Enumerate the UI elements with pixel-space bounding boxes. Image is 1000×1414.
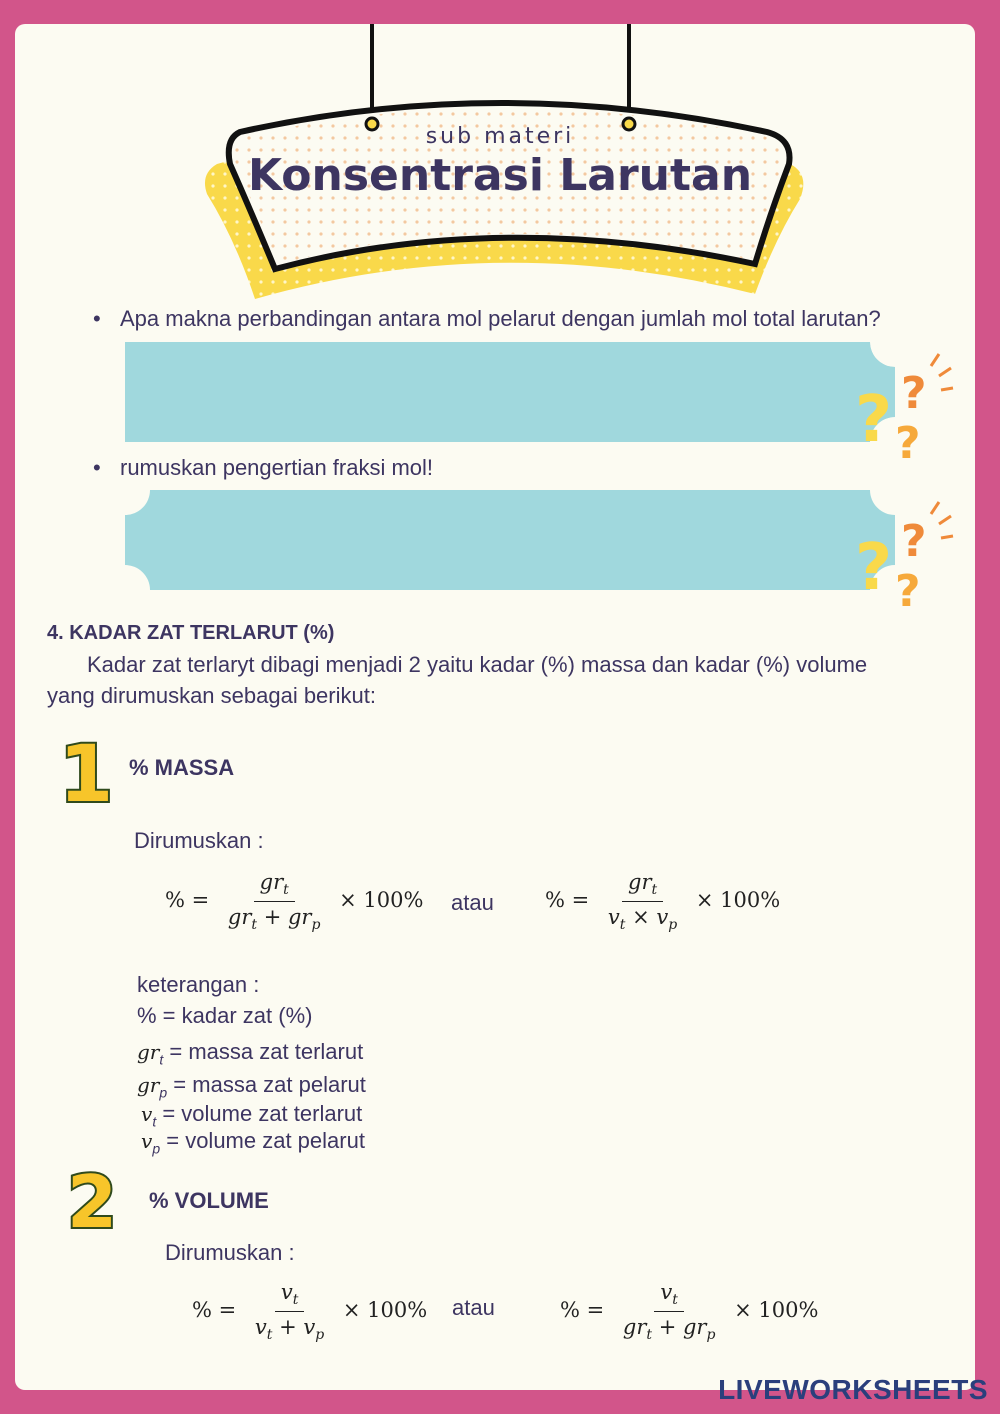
volume-formula-1: % = $\frac{v_t}{v_t + v_p}$ × 100% bbox=[192, 1280, 428, 1344]
massa-heading: % MASSA bbox=[129, 755, 235, 780]
section-intro-line2: yang dirumuskan sebagai berikut: bbox=[47, 683, 376, 708]
liveworksheets-logo: LIVEWORKSHEETS bbox=[718, 1374, 988, 1405]
banner-subtitle: sub materi bbox=[425, 124, 575, 149]
volume-heading: % VOLUME bbox=[149, 1188, 269, 1213]
massa-formula-2: % = $\frac{gr_t}{v_t \times v_p}$ × 100% bbox=[545, 870, 781, 934]
legend-item-percent: % = kadar zat (%) bbox=[137, 1003, 313, 1028]
legend-item-vt: $v_t$ = volume zat terlarut bbox=[141, 1101, 363, 1130]
legend-item-grt: $gr_t$ = massa zat terlarut bbox=[137, 1039, 364, 1068]
keterangan-label: keterangan : bbox=[137, 972, 260, 997]
svg-text:?: ? bbox=[855, 531, 893, 605]
number-1-text: 1 bbox=[59, 730, 111, 809]
question-2 bbox=[93, 455, 433, 481]
svg-text:?: ? bbox=[855, 383, 893, 457]
number-2-badge bbox=[65, 1161, 121, 1242]
title-banner bbox=[195, 24, 805, 314]
legend-item-vp: $v_p$ = volume zat pelarut bbox=[141, 1128, 365, 1157]
svg-text:?: ? bbox=[901, 368, 927, 419]
answer-box-1[interactable] bbox=[125, 342, 895, 442]
banner-title: Konsentrasi Larutan bbox=[247, 150, 753, 201]
svg-text:?: ? bbox=[895, 418, 921, 466]
number-1-badge bbox=[55, 729, 111, 814]
question-1-text: Apa makna perbandingan antara mol pelarut dengan jumlah mol total larutan? bbox=[120, 306, 881, 331]
volume-formula-2: % = $\frac{v_t}{gr_t + gr_p}$ × 100% bbox=[560, 1280, 819, 1344]
volume-or: atau bbox=[452, 1295, 495, 1320]
answer-box-2[interactable] bbox=[125, 490, 895, 590]
legend-item-grp: $gr_p$ = massa zat pelarut bbox=[137, 1072, 366, 1101]
massa-or: atau bbox=[451, 890, 494, 915]
question-marks-icon bbox=[853, 494, 958, 619]
massa-formula-1: % = $\frac{gr_t}{gr_t + gr_p}$ × 100% bbox=[165, 870, 424, 934]
question-marks-icon bbox=[853, 346, 958, 471]
section-intro-line1: Kadar zat terlaryt dibagi menjadi 2 yaitu kadar (%) massa dan kadar (%) volume bbox=[87, 652, 868, 677]
question-2-text: rumuskan pengertian fraksi mol! bbox=[120, 455, 434, 480]
svg-text:?: ? bbox=[901, 516, 927, 567]
svg-text:?: ? bbox=[895, 566, 921, 614]
question-1 bbox=[93, 306, 881, 332]
massa-formula-label: Dirumuskan : bbox=[134, 828, 264, 853]
worksheet-page bbox=[15, 24, 975, 1390]
volume-formula-label: Dirumuskan : bbox=[165, 1240, 295, 1265]
number-2-text: 2 bbox=[67, 1161, 118, 1237]
section-heading: 4. KADAR ZAT TERLARUT (%) bbox=[47, 622, 335, 644]
